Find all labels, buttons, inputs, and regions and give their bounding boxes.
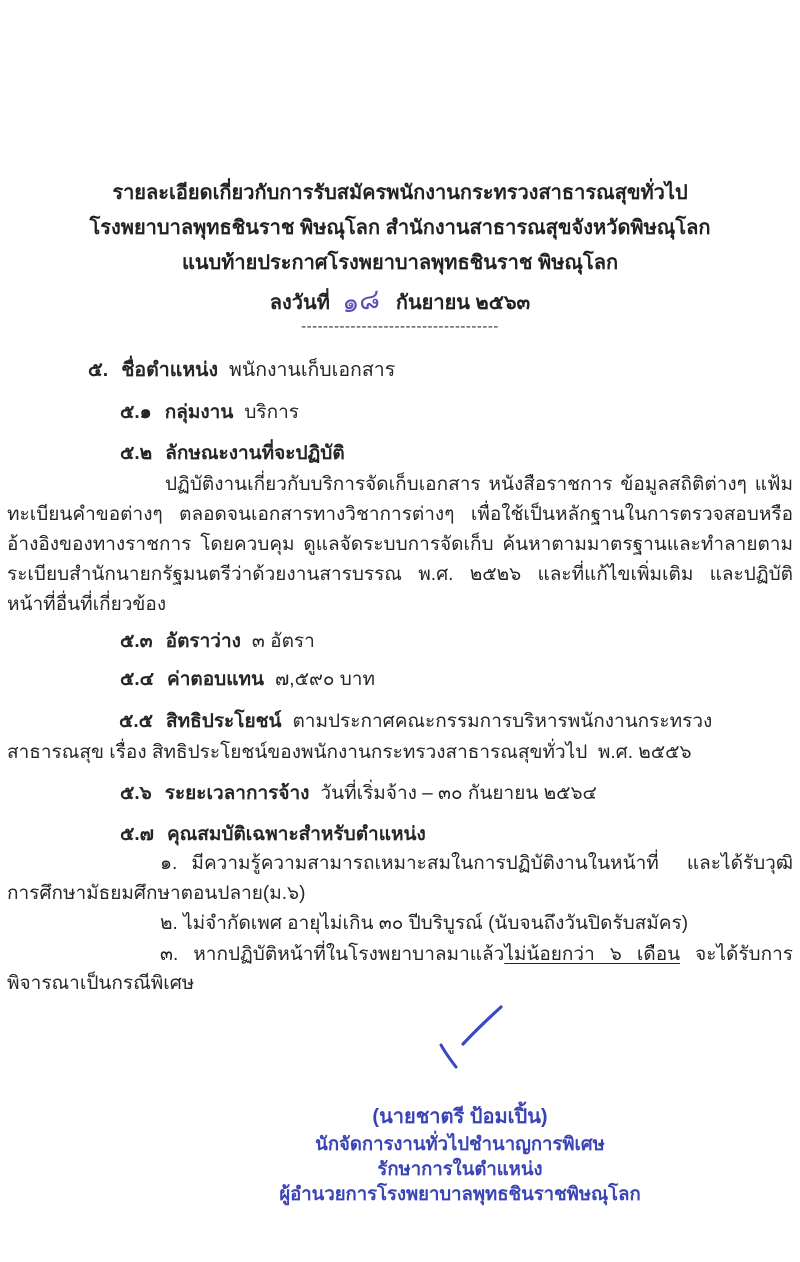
section-5-label: ชื่อตำแหน่ง: [121, 359, 219, 381]
section-5-6: [0, 781, 800, 807]
signatory-name: (นายชาตรี ป้อมเปิ้น): [372, 1106, 548, 1128]
qualification-item-3-pre: ๓. หากปฏิบัติหน้าที่ในโรงพยาบาลมาแล้ว: [160, 943, 505, 965]
section-5-5-label: สิทธิประโยชน์: [166, 711, 282, 732]
section-5-2: [0, 441, 800, 467]
section-5-4: [0, 667, 800, 693]
section-5-1-number: ๕.๑: [120, 402, 152, 423]
qualification-item-3-underlined: ไม่น้อยกว่า ๖ เดือน: [504, 943, 681, 965]
section-5-6-value: วันที่เริ่มจ้าง – ๓๐ กันยายน ๒๕๖๔: [320, 783, 597, 804]
signatory-title-2: รักษาการในตำแหน่ง: [377, 1158, 543, 1179]
section-5-3: [0, 629, 800, 655]
section-5-6-label: ระยะเวลาการจ้าง: [164, 783, 310, 804]
section-5-3-number: ๕.๓: [120, 631, 153, 652]
section-5-3-label: อัตราว่าง: [165, 631, 241, 652]
section-5-5-number: ๕.๕: [119, 711, 154, 732]
signatory-title-1: นักจัดการงานทั่วไปชำนาญการพิเศษ: [315, 1133, 605, 1154]
section-5-6-number: ๕.๖: [120, 783, 152, 804]
qualification-item-3-post: จะได้รับการพิจารณาเป็นกรณีพิเศษ: [7, 943, 793, 994]
date-prefix: ลงวันที่: [269, 292, 330, 314]
page-title-line-2: โรงพยาบาลพุทธชินราช พิษณุโลก สำนักงานสาธารณสุขจังหวัดพิษณุโลก: [89, 217, 711, 239]
qualification-item-3: [0, 940, 800, 999]
section-5-4-value: ๗,๕๙๐ บาท: [275, 669, 375, 690]
qualification-item-1: ๑. มีความรู้ความสามารถเหมาะสมในการปฏิบัติงานในหน้าที่ และได้รับวุฒิการศึกษามัธยมศึกษาตอนปลาย(ม.๖): [7, 853, 793, 904]
signatory-title-3: ผู้อำนวยการโรงพยาบาลพุทธชินราชพิษณุโลก: [279, 1183, 641, 1204]
section-5-4-number: ๕.๔: [120, 669, 155, 690]
page-title-line-3: แนบท้ายประกาศโรงพยาบาลพุทธชินราช พิษณุโลก: [181, 252, 619, 274]
section-5-5-value: ตามประกาศคณะกรรมการบริหารพนักงานกระทรวงสาธารณสุข เรื่อง สิทธิประโยชน์ของพนักงานกระทรวงสาธารณสุขทั่วไป พ.ศ. ๒๕๕๖: [7, 711, 713, 763]
qualification-item-2: ๒. ไม่จำกัดเพศ อายุไม่เกิน ๓๐ ปีบริบูรณ์ (นับจนถึงวันปิดรับสมัคร): [160, 913, 689, 934]
pen-signature-stroke-icon: [430, 998, 520, 1078]
section-5-2-number: ๕.๒: [120, 443, 153, 464]
signature-block: [250, 1104, 670, 1206]
date-line: [0, 283, 800, 321]
section-5-value: พนักงานเก็บเอกสาร: [229, 359, 396, 381]
section-5-7-label: คุณสมบัติเฉพาะสำหรับตำแหน่ง: [166, 824, 426, 845]
section-5-1-value: บริการ: [244, 402, 299, 423]
date-suffix: กันยายน ๒๕๖๓: [395, 292, 531, 314]
section-5-2-label: ลักษณะงานที่จะปฏิบัติ: [165, 443, 345, 464]
separator-line: ------------------------------------: [301, 318, 499, 335]
section-5-number: ๕.: [88, 359, 109, 381]
handwritten-day: ๑๘: [341, 282, 381, 320]
section-5-heading: [0, 357, 800, 383]
top-margin: [0, 0, 800, 176]
page-title-line-1: รายละเอียดเกี่ยวกับการรับสมัครพนักงานกระทรวงสาธารณสุขทั่วไป: [112, 182, 688, 204]
section-5-4-label: ค่าตอบแทน: [167, 669, 264, 690]
section-5-2-body: ปฏิบัติงานเกี่ยวกับบริการจัดเก็บเอกสาร หนังสือราชการ ข้อมูลสถิติต่างๆ แฟ้มทะเบียนคำขอต่างๆ ตลอดจนเอกสารทางวิชาการต่างๆ เพื่อใช้เป็นหลักฐานในการตรวจสอบหรืออ้างอิงของทางราชการ โดยควบคุม ดูแลจัดระบบการจัดเก็บ ค้นหาตามมาตรฐานและทำลายตามระเบียบสำนักนายกรัฐมนตรีว่าด้วยงานสารบรรณ พ.ศ. ๒๕๒๖ และที่แก้ไขเพิ่มเติม และปฏิบัติหน้าที่อื่นที่เกี่ยวข้อง: [7, 474, 793, 615]
section-5-5: [0, 706, 800, 768]
section-5-1: [0, 400, 800, 426]
section-5-3-value: ๓ อัตรา: [251, 631, 315, 652]
section-5-7: [0, 822, 800, 848]
section-5-7-number: ๕.๗: [120, 824, 154, 845]
section-5-1-label: กลุ่มงาน: [164, 402, 234, 423]
